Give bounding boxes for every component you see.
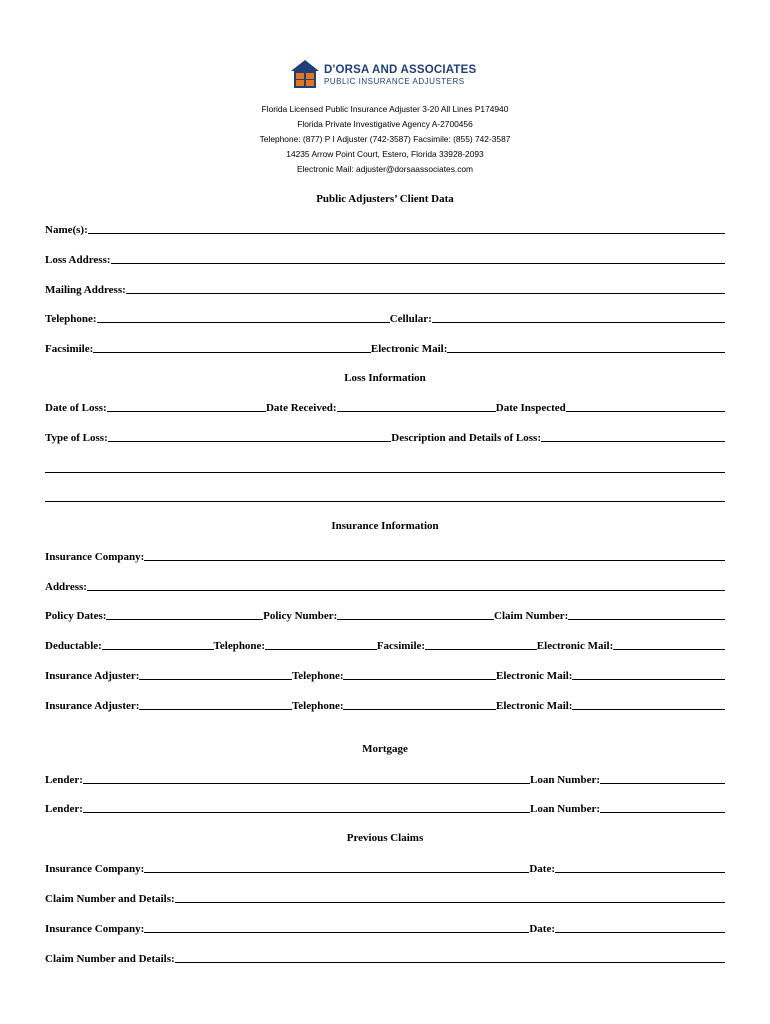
facsimile-line[interactable] xyxy=(93,352,371,353)
lender-row-1 xyxy=(45,772,725,786)
description-line-3[interactable] xyxy=(45,501,725,502)
prev-claim-details-label: Claim Number and Details: xyxy=(45,893,175,905)
email-line: Electronic Mail: adjuster@dorsaassociates.com xyxy=(296,164,474,174)
logo-company-name: D'ORSA AND ASSOCIATES xyxy=(324,64,477,76)
insurer-email-line[interactable] xyxy=(613,649,725,650)
insurer-facsimile-label: Facsimile: xyxy=(376,640,426,652)
date-received-label: Date Received: xyxy=(265,402,337,414)
adjuster-label: Insurance Adjuster: xyxy=(45,700,140,712)
mortgage-heading: Mortgage xyxy=(362,743,408,755)
contact-line: Telephone: (877) P I Adjuster (742-3587) Facsimile: (855) 742-3587 xyxy=(259,134,511,144)
prev-company-row-1 xyxy=(45,861,725,875)
names-label: Name(s): xyxy=(45,224,88,236)
insurance-company-line[interactable] xyxy=(144,560,725,561)
adjuster-label: Insurance Adjuster: xyxy=(45,670,140,682)
telephone-label: Telephone: xyxy=(45,313,97,325)
address-line: 14235 Arrow Point Court, Estero, Florida 33928-2093 xyxy=(286,149,484,159)
prev-company-line[interactable] xyxy=(144,932,529,933)
lender-row-2 xyxy=(45,801,725,815)
loss-address-line[interactable] xyxy=(111,263,725,264)
prev-date-label: Date: xyxy=(529,863,555,875)
insurance-company-field[interactable] xyxy=(45,549,725,563)
prev-date-line[interactable] xyxy=(555,932,725,933)
prev-date-line[interactable] xyxy=(555,872,725,873)
insurer-telephone-line[interactable] xyxy=(265,649,377,650)
claim-number-line[interactable] xyxy=(568,619,725,620)
insurer-telephone-label: Telephone: xyxy=(213,640,266,652)
cellular-label: Cellular: xyxy=(389,313,432,325)
policy-dates-line[interactable] xyxy=(106,619,263,620)
adjuster-telephone-label: Telephone: xyxy=(291,700,344,712)
loan-number-line[interactable] xyxy=(600,812,725,813)
date-of-loss-label: Date of Loss: xyxy=(45,402,107,414)
lender-line[interactable] xyxy=(83,783,530,784)
policy-number-label: Policy Number: xyxy=(263,610,338,622)
policy-dates-label: Policy Dates: xyxy=(45,610,107,622)
email-label: Electronic Mail: xyxy=(370,343,448,355)
date-inspected-line[interactable] xyxy=(566,411,725,412)
loan-number-label: Loan Number: xyxy=(530,774,600,786)
facsimile-email-row xyxy=(45,341,725,355)
prev-claim-details-row-1[interactable] xyxy=(45,891,725,905)
prev-claim-details-label: Claim Number and Details: xyxy=(45,953,175,965)
cellular-line[interactable] xyxy=(432,322,725,323)
loss-address-label: Loss Address: xyxy=(45,254,111,266)
description-line[interactable] xyxy=(541,441,725,442)
insurance-address-line[interactable] xyxy=(87,590,725,591)
prev-company-label: Insurance Company: xyxy=(45,923,145,935)
prev-company-label: Insurance Company: xyxy=(45,863,145,875)
type-of-loss-row xyxy=(45,430,725,444)
deductible-line[interactable] xyxy=(102,649,214,650)
prev-claim-details-line[interactable] xyxy=(175,962,725,963)
policy-row xyxy=(45,608,725,622)
adjuster-email-label: Electronic Mail: xyxy=(496,670,573,682)
date-received-line[interactable] xyxy=(337,411,496,412)
lender-label: Lender: xyxy=(45,803,83,815)
deductible-row xyxy=(45,638,725,652)
description-label: Description and Details of Loss: xyxy=(391,432,541,444)
prev-company-line[interactable] xyxy=(144,872,529,873)
date-of-loss-line[interactable] xyxy=(107,411,266,412)
lender-label: Lender: xyxy=(45,774,83,786)
mailing-address-line[interactable] xyxy=(126,293,725,294)
prev-company-row-2 xyxy=(45,921,725,935)
company-logo xyxy=(289,57,485,91)
adjuster-email-label: Electronic Mail: xyxy=(496,700,573,712)
lender-line[interactable] xyxy=(83,812,530,813)
description-line-2[interactable] xyxy=(45,472,725,473)
loss-dates-row xyxy=(45,400,725,414)
claim-number-label: Claim Number: xyxy=(494,610,569,622)
logo-tagline: PUBLIC INSURANCE ADJUSTERS xyxy=(324,77,465,86)
previous-claims-heading: Previous Claims xyxy=(346,832,424,844)
deductible-label: Deductable: xyxy=(45,640,102,652)
adjuster-row-1 xyxy=(45,668,725,682)
license-line: Florida Licensed Public Insurance Adjuster 3-20 All Lines P174940 xyxy=(261,104,509,114)
date-inspected-label: Date Inspected xyxy=(495,402,566,414)
names-line[interactable] xyxy=(88,233,725,234)
telephone-line[interactable] xyxy=(97,322,390,323)
insurance-address-label: Address: xyxy=(45,581,87,593)
email-field-line[interactable] xyxy=(447,352,725,353)
insurer-facsimile-line[interactable] xyxy=(425,649,537,650)
form-title: Public Adjusters’ Client Data xyxy=(316,193,454,205)
facsimile-label: Facsimile: xyxy=(45,343,94,355)
house-logo-icon xyxy=(289,57,321,89)
loss-info-heading: Loss Information xyxy=(344,372,426,384)
adjuster-email-line[interactable] xyxy=(572,709,725,710)
loan-number-label: Loan Number: xyxy=(530,803,600,815)
prev-date-label: Date: xyxy=(529,923,555,935)
names-field[interactable] xyxy=(45,222,725,236)
mailing-address-label: Mailing Address: xyxy=(45,284,126,296)
insurer-email-label: Electronic Mail: xyxy=(536,640,614,652)
adjuster-email-line[interactable] xyxy=(572,679,725,680)
adjuster-telephone-label: Telephone: xyxy=(291,670,344,682)
loss-address-field[interactable] xyxy=(45,252,725,266)
mailing-address-field[interactable] xyxy=(45,282,725,296)
insurance-info-heading: Insurance Information xyxy=(331,520,439,532)
insurance-address-field[interactable] xyxy=(45,579,725,593)
policy-number-line[interactable] xyxy=(337,619,494,620)
adjuster-row-2 xyxy=(45,698,725,712)
loan-number-line[interactable] xyxy=(600,783,725,784)
adjuster-line[interactable] xyxy=(139,709,292,710)
type-of-loss-label: Type of Loss: xyxy=(45,432,108,444)
adjuster-telephone-line[interactable] xyxy=(343,709,496,710)
adjuster-line[interactable] xyxy=(139,679,292,680)
adjuster-telephone-line[interactable] xyxy=(343,679,496,680)
telephone-cellular-row xyxy=(45,311,725,325)
prev-claim-details-line[interactable] xyxy=(175,902,725,903)
insurance-company-label: Insurance Company: xyxy=(45,551,145,563)
prev-claim-details-row-2[interactable] xyxy=(45,951,725,965)
agency-line: Florida Private Investigative Agency A-2700456 xyxy=(297,119,473,129)
type-of-loss-line[interactable] xyxy=(108,441,392,442)
